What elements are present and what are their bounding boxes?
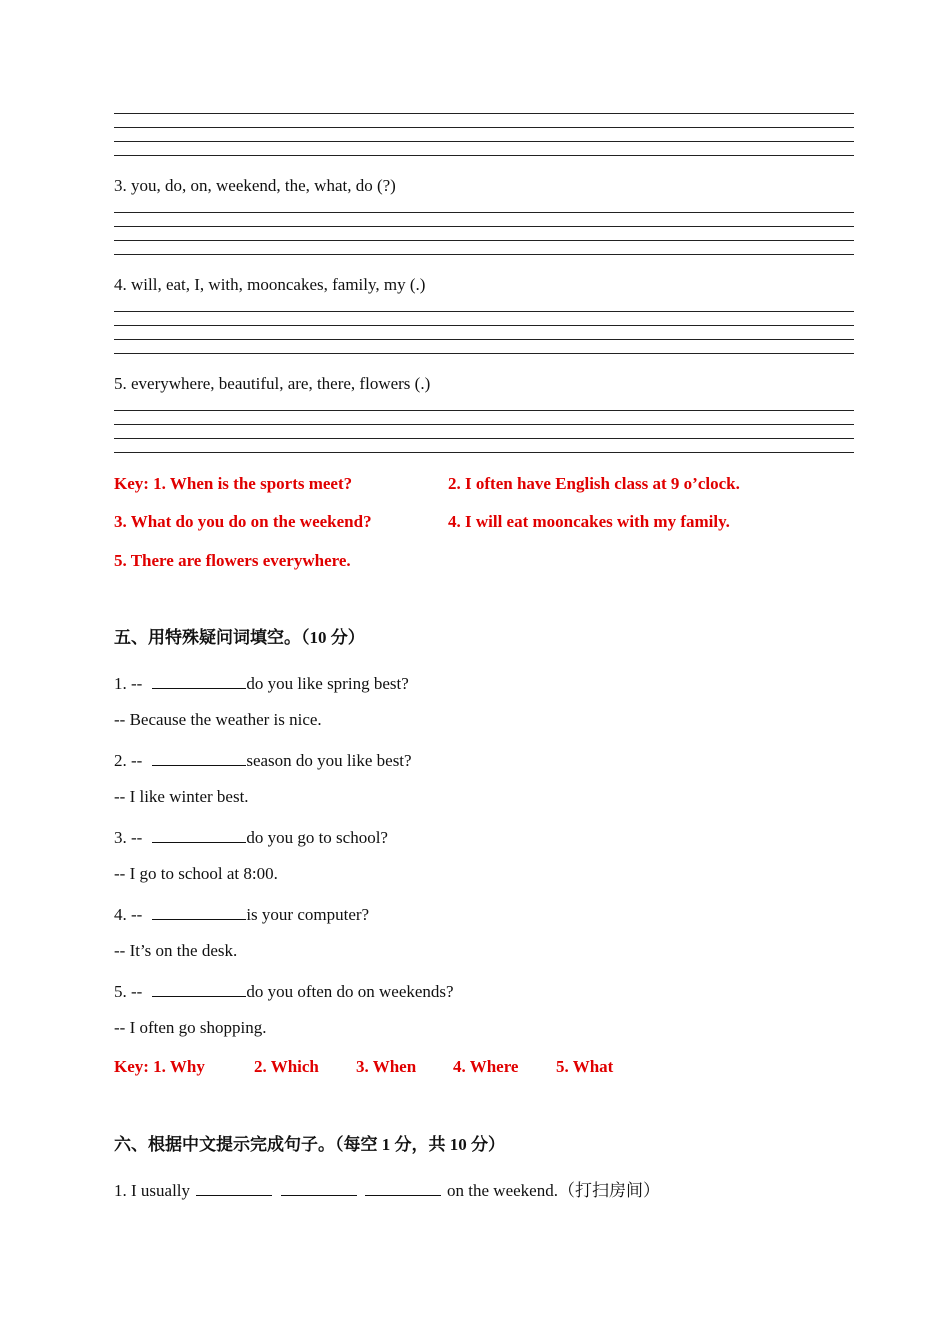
key-word-1: Key: 1. Why bbox=[114, 1057, 205, 1076]
answer-3: -- I go to school at 8:00. bbox=[114, 864, 278, 883]
question-3 bbox=[114, 826, 388, 848]
translation-question-1-prefix: 1. I usually bbox=[114, 1181, 191, 1200]
question-5-text: do you often do on weekends? bbox=[246, 982, 454, 1001]
question-4-text: is your computer? bbox=[246, 905, 370, 924]
section6-heading: 六、根据中文提示完成句子。（每空 1 分，共 10 分） bbox=[114, 1135, 505, 1154]
key-word-5: 5. What bbox=[556, 1057, 614, 1076]
question-3-blank[interactable] bbox=[152, 826, 246, 843]
question-2-text: season do you like best? bbox=[246, 751, 412, 770]
key-word-2: 2. Which bbox=[254, 1057, 319, 1076]
answer-4: -- It’s on the desk. bbox=[114, 941, 238, 960]
question-1-number: 1. -- bbox=[114, 674, 143, 693]
answer-5: -- I often go shopping. bbox=[114, 1018, 267, 1037]
question-1 bbox=[114, 672, 409, 694]
section5-heading: 五、用特殊疑问词填空。（10 分） bbox=[114, 628, 365, 647]
reorder-item-3: 3. you, do, on, weekend, the, what, do (?) bbox=[114, 176, 396, 195]
key-answer-3: 3. What do you do on the weekend? bbox=[114, 512, 372, 531]
question-3-text: do you go to school? bbox=[246, 828, 388, 847]
answer-1: -- Because the weather is nice. bbox=[114, 710, 322, 729]
question-5-blank[interactable] bbox=[152, 980, 246, 997]
key-answer-1: Key: 1. When is the sports meet? bbox=[114, 474, 353, 493]
key-answer-5: 5. There are flowers everywhere. bbox=[114, 551, 351, 570]
reorder-item-4: 4. will, eat, I, with, mooncakes, family, my (.) bbox=[114, 275, 426, 294]
question-1-text: do you like spring best? bbox=[246, 674, 409, 693]
key-word-3: 3. When bbox=[356, 1057, 417, 1076]
reorder-item-5: 5. everywhere, beautiful, are, there, flowers (.) bbox=[114, 374, 431, 393]
question-5 bbox=[114, 980, 454, 1002]
question-4-blank[interactable] bbox=[152, 903, 246, 920]
section4-answer-key bbox=[114, 474, 854, 574]
question-2 bbox=[114, 749, 412, 771]
key-answer-4: 4. I will eat mooncakes with my family. bbox=[448, 512, 730, 531]
question-4 bbox=[114, 903, 369, 925]
key-word-4: 4. Where bbox=[453, 1057, 519, 1076]
translation-blank-2[interactable] bbox=[281, 1179, 357, 1196]
question-5-number: 5. -- bbox=[114, 982, 143, 1001]
translation-blank-1[interactable] bbox=[196, 1179, 272, 1196]
question-4-number: 4. -- bbox=[114, 905, 143, 924]
question-3-number: 3. -- bbox=[114, 828, 143, 847]
question-2-number: 2. -- bbox=[114, 751, 143, 770]
key-answer-2: 2. I often have English class at 9 o’clock. bbox=[448, 474, 740, 493]
translation-question-1-suffix: on the weekend.（打扫房间） bbox=[447, 1181, 660, 1200]
translation-question-1 bbox=[114, 1179, 660, 1201]
translation-blank-3[interactable] bbox=[365, 1179, 441, 1196]
answer-2: -- I like winter best. bbox=[114, 787, 249, 806]
question-2-blank[interactable] bbox=[152, 749, 246, 766]
question-1-blank[interactable] bbox=[152, 672, 246, 689]
section5-answer-key bbox=[114, 1057, 854, 1079]
